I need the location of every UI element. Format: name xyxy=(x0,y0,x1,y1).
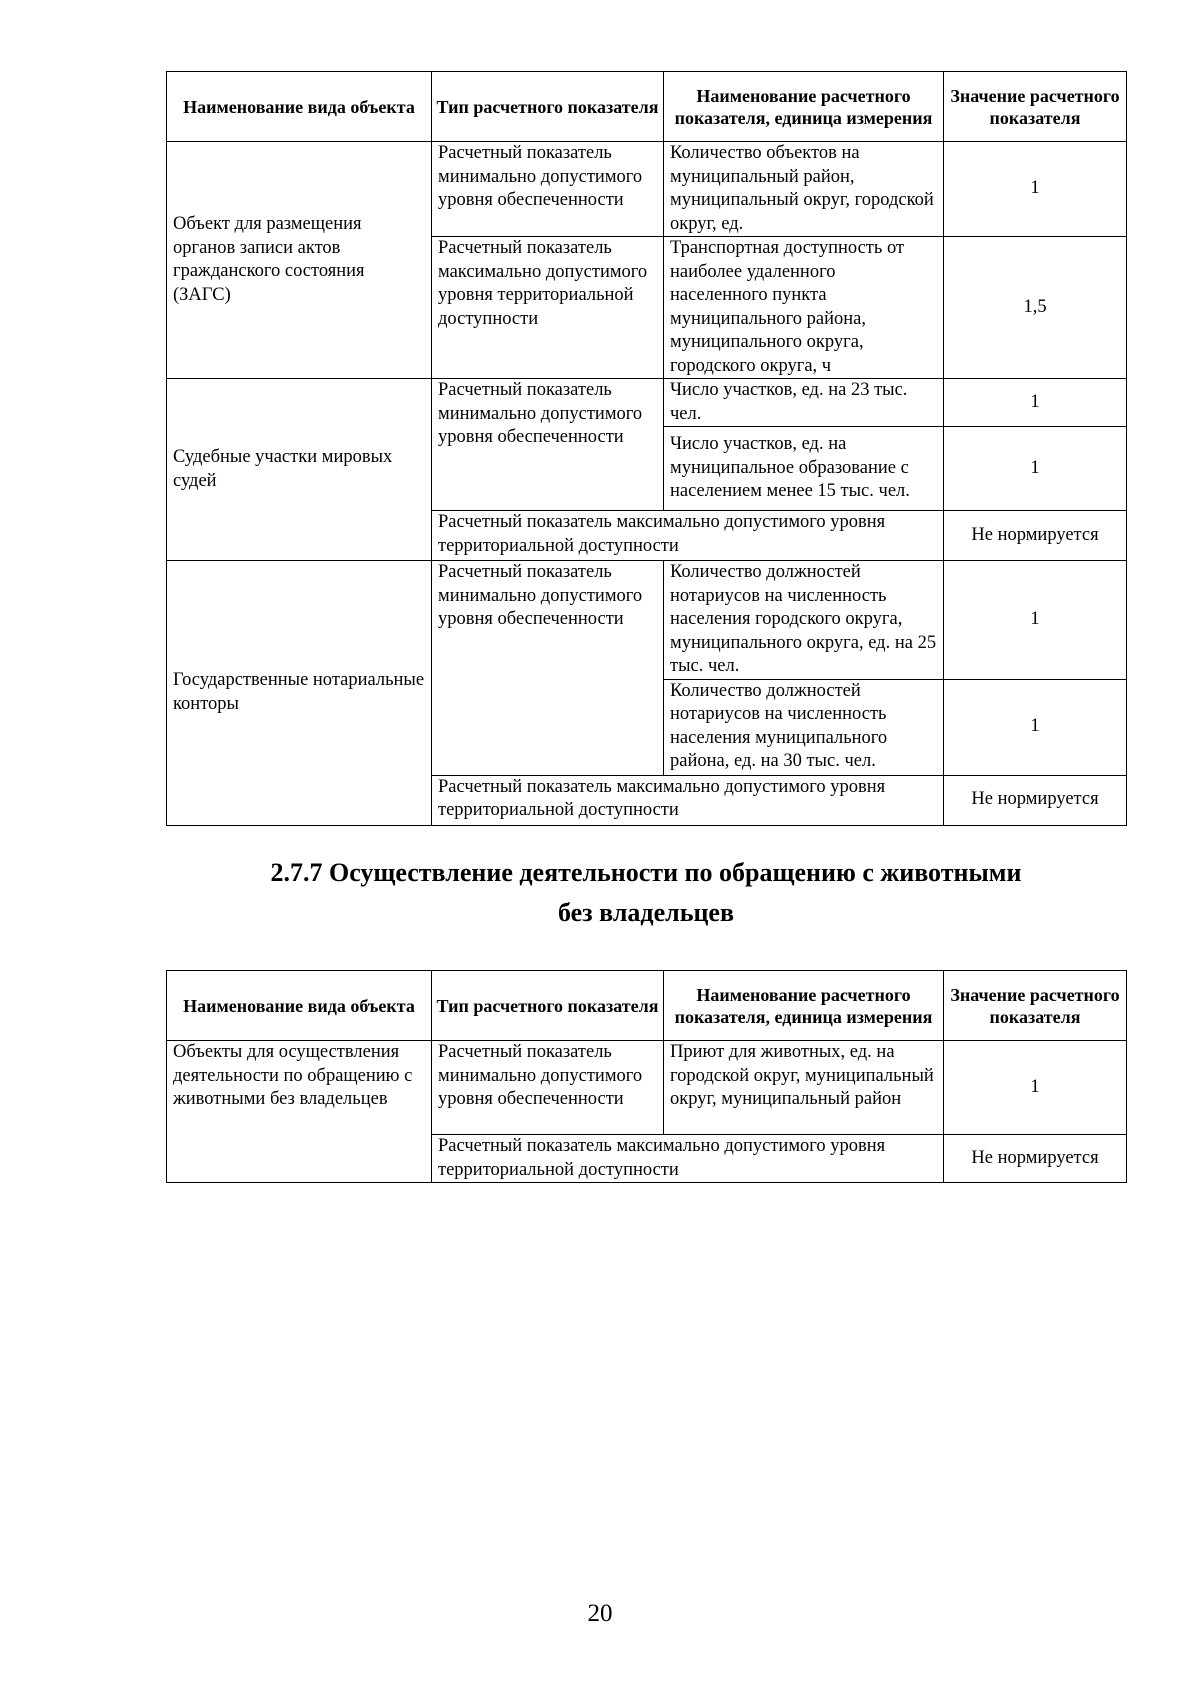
indicator-name: Приют для животных, ед. на городской округ, муниципальный округ, муниципальный район xyxy=(664,1041,944,1135)
indicator-value: 1 xyxy=(944,679,1127,775)
header-indicator-type: Тип расчетного показателя xyxy=(432,72,664,142)
section-title-line1: 2.7.7 Осуществление деятельности по обращению с животными xyxy=(270,858,1022,887)
indicator-value: 1 xyxy=(944,142,1127,237)
page-number: 20 xyxy=(587,1600,613,1627)
header-indicator-name: Наименование расчетного показателя, единица измерения xyxy=(664,971,944,1041)
table-row xyxy=(167,142,1127,237)
indicator-type: Расчетный показатель минимально допустимого уровня обеспеченности xyxy=(432,379,664,511)
indicator-value: 1 xyxy=(944,561,1127,680)
indicator-name: Количество должностей нотариусов на численность населения муниципального района, ед. на 30 тыс. чел. xyxy=(664,679,944,775)
header-indicator-name: Наименование расчетного показателя, единица измерения xyxy=(664,72,944,142)
object-notary: Государственные нотариальные конторы xyxy=(167,561,432,826)
indicator-value: Не нормируется xyxy=(944,511,1127,561)
indicator-value: Не нормируется xyxy=(944,1135,1127,1183)
table-row xyxy=(167,1041,1127,1135)
indicator-name: Транспортная доступность от наиболее удаленного населенного пункта муниципального района, муниципального округа, городского округа, ч xyxy=(664,237,944,379)
indicator-type: Расчетный показатель минимально допустимого уровня обеспеченности xyxy=(432,1041,664,1135)
table-row xyxy=(167,379,1127,427)
table-header-row xyxy=(167,72,1127,142)
header-object-type: Наименование вида объекта xyxy=(167,971,432,1041)
object-animals: Объекты для осуществления деятельности по обращению с животными без владельцев xyxy=(167,1041,432,1183)
object-zags: Объект для размещения органов записи актов гражданского состояния (ЗАГС) xyxy=(167,142,432,379)
indicator-name: Число участков, ед. на муниципальное образование с населением менее 15 тыс. чел. xyxy=(664,427,944,511)
indicator-type-max: Расчетный показатель максимально допустимого уровня территориальной доступности xyxy=(432,775,944,825)
table-header-row xyxy=(167,971,1127,1041)
header-indicator-value: Значение расчетного показателя xyxy=(944,971,1127,1041)
object-courts: Судебные участки мировых судей xyxy=(167,379,432,561)
table-row xyxy=(167,561,1127,680)
section-title xyxy=(166,853,1126,933)
indicator-type-max: Расчетный показатель максимально допустимого уровня территориальной доступности xyxy=(432,511,944,561)
indicator-name: Количество должностей нотариусов на численность населения городского округа, муниципального округа, ед. на 25 тыс. чел. xyxy=(664,561,944,680)
indicator-value: 1 xyxy=(944,1041,1127,1135)
table-zags-courts-notary xyxy=(166,71,1127,826)
header-object-type: Наименование вида объекта xyxy=(167,72,432,142)
header-indicator-type: Тип расчетного показателя xyxy=(432,971,664,1041)
indicator-value: Не нормируется xyxy=(944,775,1127,825)
indicator-type: Расчетный показатель максимально допустимого уровня территориальной доступности xyxy=(432,237,664,379)
indicator-name: Число участков, ед. на 23 тыс. чел. xyxy=(664,379,944,427)
indicator-type-max: Расчетный показатель максимально допустимого уровня территориальной доступности xyxy=(432,1135,944,1183)
indicator-value: 1,5 xyxy=(944,237,1127,379)
indicator-type: Расчетный показатель минимально допустимого уровня обеспеченности xyxy=(432,561,664,776)
section-title-line2: без владельцев xyxy=(557,898,735,927)
indicator-value: 1 xyxy=(944,427,1127,511)
header-indicator-value: Значение расчетного показателя xyxy=(944,72,1127,142)
indicator-name: Количество объектов на муниципальный район, муниципальный округ, городской округ, ед. xyxy=(664,142,944,237)
indicator-type: Расчетный показатель минимально допустимого уровня обеспеченности xyxy=(432,142,664,237)
indicator-value: 1 xyxy=(944,379,1127,427)
table-animals xyxy=(166,970,1127,1183)
